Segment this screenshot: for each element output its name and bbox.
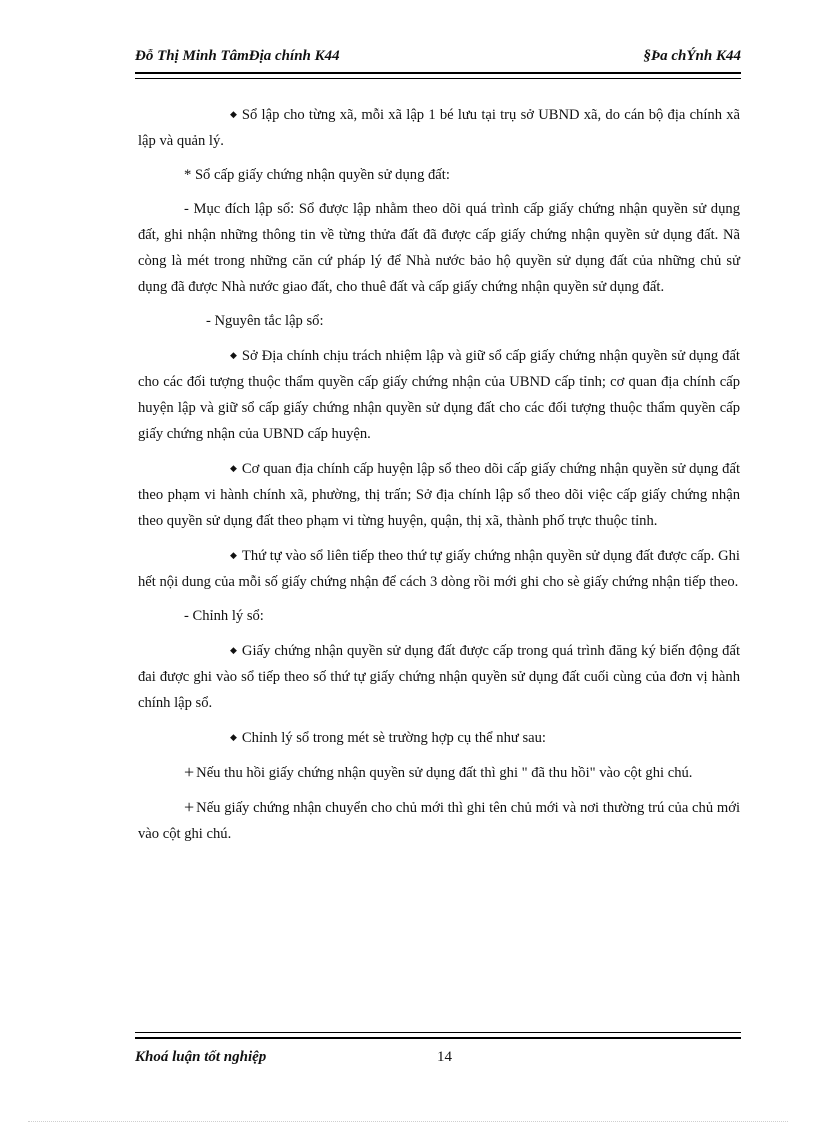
paragraph-9 <box>138 637 740 716</box>
section-heading: * Sổ cấp giấy chứng nhận quyền sử dụng đất: <box>184 167 450 183</box>
footer-title: Khoá luận tốt nghiệp <box>135 1049 267 1065</box>
diamond-bullet-icon: ◆ <box>230 732 237 742</box>
paragraph-text: Nếu giấy chứng nhận chuyển cho chủ mới thì ghi tên chủ mới và nơi thường trú của chủ mới vào cột ghi chú. <box>138 800 740 842</box>
paragraph-text: Thứ tự vào sổ liên tiếp theo thứ tự giấy chứng nhận quyền sử dụng đất được cấp. Ghi hết nội dung của mỗi số giấy chứng nhận để cách 3 dòng rồi mới ghi cho sè giấy chứng nhận tiếp theo. <box>138 548 740 590</box>
body-text <box>138 101 740 855</box>
paragraph-10 <box>138 724 740 751</box>
paragraph-text: Sổ lập cho từng xã, mỗi xã lập 1 bé lưu tại trụ sở UBND xã, do cán bộ địa chính xã lập và quản lý. <box>138 107 740 149</box>
diamond-bullet-icon: ◆ <box>230 463 237 473</box>
header-rule <box>135 72 741 79</box>
plus-bullet-icon: + <box>184 797 195 817</box>
paragraph-2 <box>138 162 740 188</box>
paragraph-4 <box>138 308 740 334</box>
footer-rule <box>135 1032 741 1039</box>
page-number: 14 <box>437 1049 452 1065</box>
paragraph-text: - Mục đích lập sổ: Sổ được lập nhằm theo dõi quá trình cấp giấy chứng nhận quyền sử dụng đất, ghi nhận những thông tin về từng thửa đất đã được cấp giấy chứng nhận quyền sử dụng đất. Nã còng là mét trong những căn cứ pháp lý để Nhà nước bảo hộ quyền sử dụng đất của những chủ sử dụng đã được Nhà nước giao đất, cho thuê đất và cấp giấy chứng nhận quyền sử dụng đất. <box>138 201 740 295</box>
paragraph-7 <box>138 542 740 595</box>
paragraph-text: Sở Địa chính chịu trách nhiệm lập và giữ sổ cấp giấy chứng nhận quyền sử dụng đất cho các đối tượng thuộc thẩm quyền cấp giấy chứng nhận của UBND cấp tỉnh; cơ quan địa chính cấp huyện lập và giữ sổ cấp giấy chứng nhận quyền sử dụng đất cho các đối tượng thuộc thẩm quyền cấp giấy chứng nhận của UBND cấp huyện. <box>138 348 740 442</box>
paragraph-1 <box>138 101 740 154</box>
header-department: §Þa chÝnh K44 <box>643 48 741 64</box>
paragraph-text: Cơ quan địa chính cấp huyện lập sổ theo dõi cấp giấy chứng nhận quyền sử dụng đất theo phạm vi hành chính xã, phường, thị trấn; Sở địa chính lập sổ theo dõi việc cấp giấy chứng nhận theo quyền sử dụng đất theo phạm vi từng huyện, quận, thị xã, thành phố trực thuộc tỉnh. <box>138 461 740 529</box>
diamond-bullet-icon: ◆ <box>230 550 237 560</box>
diamond-bullet-icon: ◆ <box>230 350 237 360</box>
page-header <box>135 48 741 70</box>
diamond-bullet-icon: ◆ <box>230 109 237 119</box>
paragraph-11 <box>138 759 740 786</box>
header-author: Đỗ Thị Minh TâmĐịa chính K44 <box>135 48 340 64</box>
paragraph-12 <box>138 794 740 847</box>
subheading: - Chỉnh lý sổ: <box>184 608 264 624</box>
page-edge-divider <box>28 1121 788 1122</box>
diamond-bullet-icon: ◆ <box>230 645 237 655</box>
paragraph-8 <box>138 603 740 629</box>
paragraph-5 <box>138 342 740 447</box>
paragraph-text: Giấy chứng nhận quyền sử dụng đất được cấp trong quá trình đăng ký biến động đất đai được ghi vào sổ tiếp theo số thứ tự giấy chứng nhận quyền sử dụng đất cuối cùng của đơn vị hành chính lập sổ. <box>138 643 740 711</box>
paragraph-text: Nếu thu hồi giấy chứng nhận quyền sử dụng đất thì ghi " đã thu hồi" vào cột ghi chú. <box>196 765 693 781</box>
plus-bullet-icon: + <box>184 762 195 782</box>
paragraph-3 <box>138 196 740 300</box>
paragraph-text: Chỉnh lý sổ trong mét sè trường hợp cụ thể như sau: <box>241 730 546 746</box>
paragraph-6 <box>138 455 740 534</box>
subheading: - Nguyên tắc lập sổ: <box>206 313 324 329</box>
